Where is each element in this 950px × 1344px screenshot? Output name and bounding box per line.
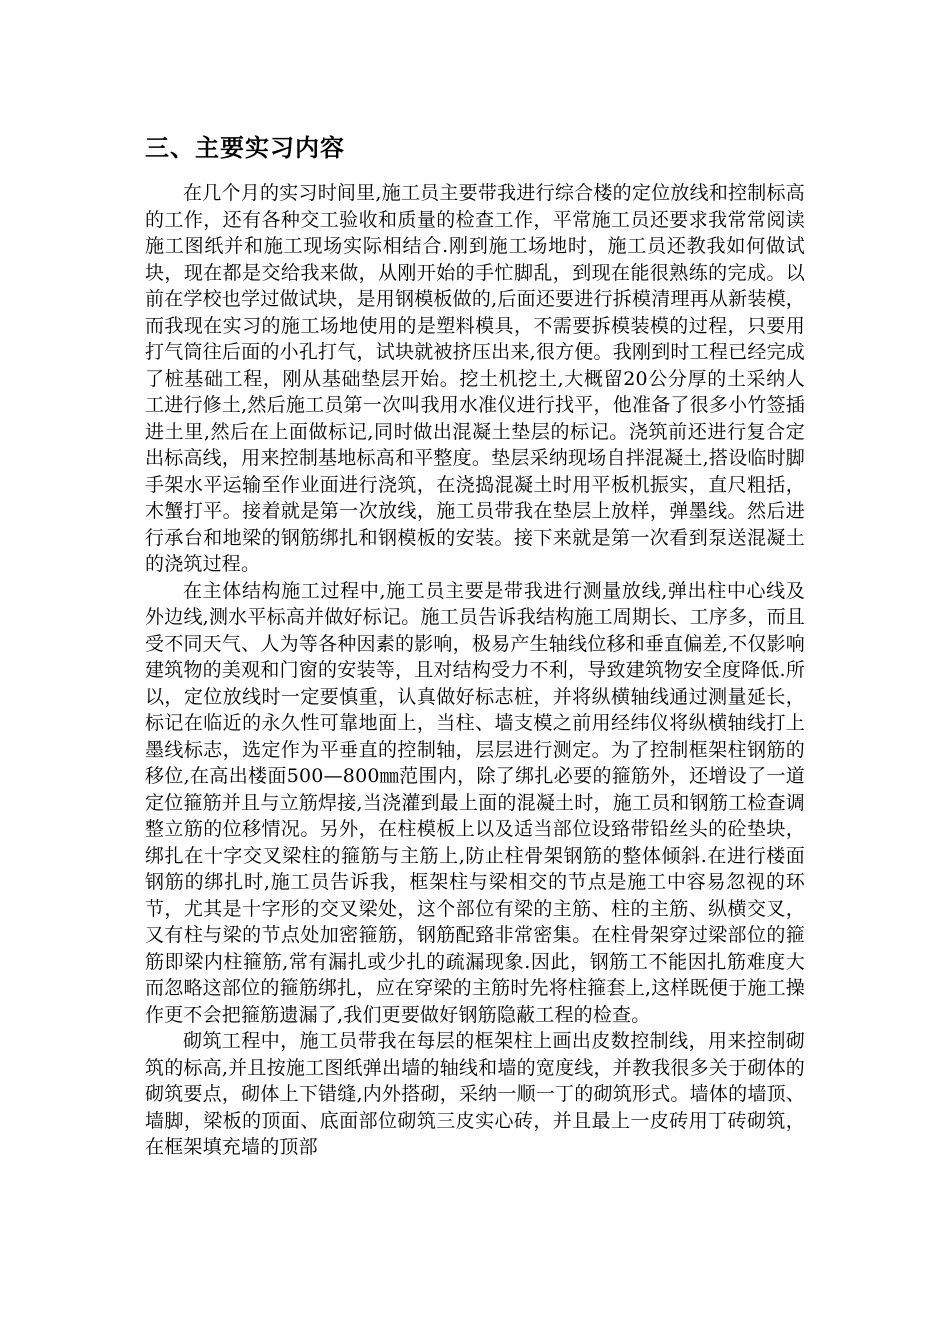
page-content	[145, 128, 805, 1161]
section-heading: 三、主要实习内容	[145, 134, 345, 162]
paragraph-masonry: 砌筑工程中，施工员带我在每层的框架柱上画出皮数控制线，用来控制砌筑的标高,并且按施工图纸弹出墙的轴线和墙的宽度线，并教我很多关于砌体的砌筑要点，砌体上下错缝,内外搭砌，采纳一顺一丁的砌筑形式。墙体的墙顶、墙脚，梁板的顶面、底面部位砌筑三皮实心砖，并且最上一皮砖用丁砖砌筑，在框架填充墙的顶部	[145, 1030, 805, 1158]
paragraph-main-structure: 在主体结构施工过程中,施工员主要是带我进行测量放线,弹出柱中心线及外边线,测水平标高并做好标记。施工员告诉我结构施工周期长、工序多，而且受不同天气、人为等各种因素的影响，极易产生轴线位移和垂直偏差,不仅影响建筑物的美观和门窗的安装等，且对结构受力不利，导致建筑物安全度降低.所以，定位放线时一定要慎重，认真做好标志桩，并将纵横轴线通过测量延长，标记在临近的永久性可靠地面上，当柱、墙支模之前用经纬仪将纵横轴线打上墨线标志，选定作为平垂直的控制轴，层层进行测定。为了控制框架柱钢筋的移位,在高出楼面500—800㎜范围内，除了绑扎必要的箍筋外，还增设了一道定位箍筋并且与立筋焊接,当浇灌到最上面的混凝土时，施工员和钢筋工检查调整立筋的位移情况。另外，在柱模板上以及适当部位设臵带铅丝头的砼垫块，绑扎在十字交叉梁柱的箍筋与主筋上,防止柱骨架钢筋的整体倾斜.在进行楼面钢筋的绑扎时,施工员告诉我，框架柱与梁相交的节点是施工中容易忽视的环节，尤其是十字形的交叉梁处，这个部位有梁的主筋、柱的主筋、纵横交叉，又有柱与梁的节点处加密箍筋，钢筋配臵非常密集。在柱骨架穿过梁部位的箍筋即梁内柱箍筋,常有漏扎或少扎的疏漏现象.因此，钢筋工不能因扎筋难度大而忽略这部位的箍筋绑扎，应在穿梁的主筋时先将柱箍套上,这样既便于施工操作更不会把箍筋遗漏了,我们更要做好钢筋隐蔽工程的检查。	[145, 579, 805, 1026]
paragraph-surveying: 在几个月的实习时间里,施工员主要带我进行综合楼的定位放线和控制标高的工作，还有各种交工验收和质量的检查工作，平常施工员还要求我常常阅读施工图纸并和施工现场实际相结合.刚到施工场地时，施工员还教我如何做试块，现在都是交给我来做，从刚开始的手忙脚乱，到现在能很熟练的完成。以前在学校也学过做试块，是用钢模板做的,后面还要进行拆模清理再从新装模，而我现在实习的施工场地使用的是塑料模具，不需要拆模装模的过程，只要用打气筒往后面的小孔打气，试块就被挤压出来,很方便。我刚到时工程已经完成了桩基础工程，刚从基础垫层开始。挖土机挖土,大概留20公分厚的土采纳人工进行修土,然后施工员第一次叫我用水准仪进行找平，他准备了很多小竹签插进土里,然后在上面做标记,同时做出混凝土垫层的标记。浇筑前还进行复合定出标高线，用来控制基地标高和平整度。垫层采纳现场自拌混凝土,搭设临时脚手架水平运输至作业面进行浇筑，在浇捣混凝土时用平板机振实，直尺粗括，木蟹打平。接着就是第一次放线，施工员带我在垫层上放样，弹墨线。然后进行承台和地梁的钢筋绑扎和钢模板的安装。接下来就是第一次看到泵送混凝土的浇筑过程。	[145, 182, 805, 575]
